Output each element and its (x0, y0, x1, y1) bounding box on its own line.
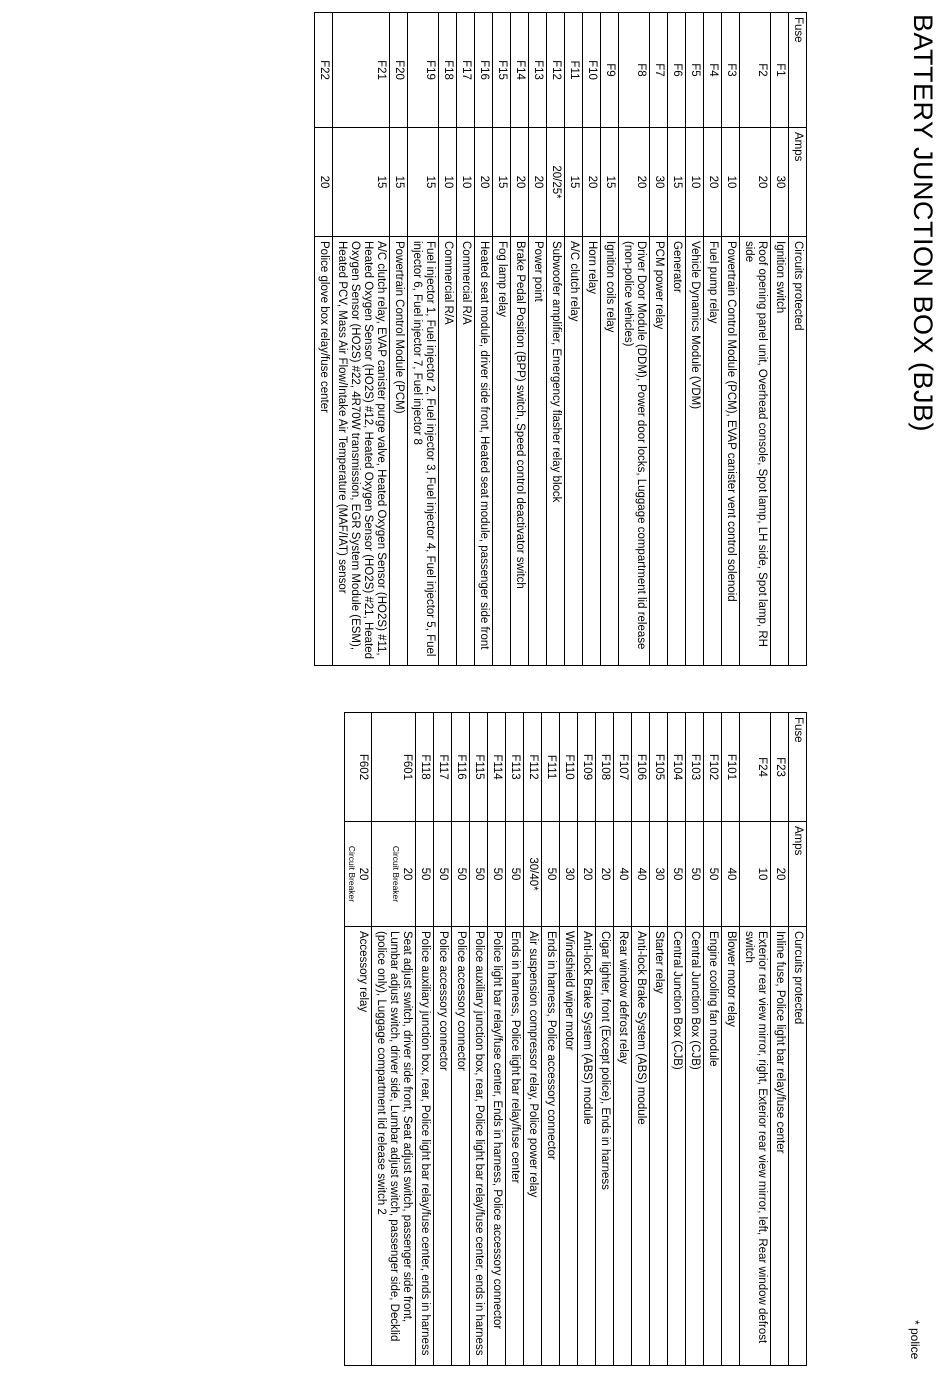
amps-value: 50 (419, 867, 431, 881)
table-row (390, 13, 408, 666)
table-row (686, 713, 704, 1366)
amps-cell (529, 128, 547, 237)
table-row (506, 713, 524, 1366)
circuits-cell: Rear window defrost relay (614, 927, 632, 1366)
table-row (452, 713, 470, 1366)
circuits-cell: Seat adjust switch, driver side front, Seat adjust switch, passenger side front, Lumbar adjust switch, driver side, Lumbar adjust switch, passenger side, Decklid (police only), Luggage compartment lid release switch 2 (372, 927, 416, 1366)
amps-value: 10 (442, 175, 454, 189)
amps-value: 15 (424, 175, 436, 189)
amps-cell (416, 822, 434, 927)
table-row (547, 13, 565, 666)
amps-cell (434, 822, 452, 927)
fuse-cell: F13 (529, 13, 547, 128)
fuse-cell: F11 (565, 13, 583, 128)
fuse-cell: F102 (704, 713, 722, 822)
amps-value: 50 (473, 867, 485, 881)
circuits-cell: Fuel pump relay (704, 237, 722, 666)
table-row (511, 13, 529, 666)
amps-cell (408, 128, 439, 237)
circuits-cell: Power point (529, 237, 547, 666)
amps-cell (372, 822, 416, 927)
fuse-cell: F17 (457, 13, 475, 128)
amps-value: 50 (671, 867, 683, 881)
circuits-cell: Fuel injector 1, Fuel injector 2, Fuel injector 3, Fuel injector 4, Fuel injector 5, Fuel injector 6, Fuel injector 7, Fuel injector 8 (408, 237, 439, 666)
amps-value: 15 (375, 175, 387, 189)
fuse-cell: F24 (740, 713, 771, 822)
circuits-cell: Commercial R/A (457, 237, 475, 666)
amps-value: 20 (599, 867, 611, 881)
amps-cell (493, 128, 511, 237)
header-fuse: Fuse (789, 13, 807, 128)
amps-cell (524, 822, 542, 927)
amps-cell (704, 822, 722, 927)
amps-cell (668, 128, 686, 237)
circuits-cell: Police accessory connector (434, 927, 452, 1366)
amps-value: 20 (318, 175, 330, 189)
fuse-cell: F8 (619, 13, 650, 128)
fuse-cell: F10 (583, 13, 601, 128)
fuse-cell: F104 (668, 713, 686, 822)
amps-value: 30 (774, 175, 786, 189)
table-row (668, 713, 686, 1366)
page-title: BATTERY JUNCTION BOX (BJB) (908, 14, 938, 433)
circuits-cell: Fog lamp relay (493, 237, 511, 666)
amps-value: 40 (635, 867, 647, 881)
circuits-cell: Engine cooling fan module (704, 927, 722, 1366)
fuse-cell: F20 (390, 13, 408, 128)
amps-cell (614, 822, 632, 927)
circuits-cell: Ignition coils relay (601, 237, 619, 666)
table-row (475, 13, 493, 666)
table-row (542, 713, 560, 1366)
amps-cell (542, 822, 560, 927)
amps-value: 50 (707, 867, 719, 881)
circuits-cell: Heated seat module, driver side front, Heated seat module, passenger side front (475, 237, 493, 666)
amps-value: 30 (653, 175, 665, 189)
circuits-cell: Horn relay (583, 237, 601, 666)
circuit-breaker-note: Circuit Breaker (391, 845, 401, 903)
amps-value: 40 (725, 867, 737, 881)
circuits-cell: Driver Door Module (DDM), Power door locks, Luggage compartment lid release (non-police vehicles) (619, 237, 650, 666)
amps-cell (547, 128, 565, 237)
table-row (457, 13, 475, 666)
fuse-cell: F12 (547, 13, 565, 128)
amps-cell (583, 128, 601, 237)
amps-cell (686, 822, 704, 927)
fuse-cell: F110 (560, 713, 578, 822)
amps-value: 20 (586, 175, 598, 189)
amps-cell (722, 822, 740, 927)
amps-cell (632, 822, 650, 927)
amps-value: 10 (460, 175, 472, 189)
fuse-cell: F115 (470, 713, 488, 822)
amps-value: 20 (514, 175, 526, 189)
amps-value: 20 (357, 867, 369, 881)
fuse-cell: F105 (650, 713, 668, 822)
amps-cell (650, 822, 668, 927)
table-row (704, 713, 722, 1366)
circuits-cell: Police glove box relay/fuse center (315, 237, 333, 666)
fuse-cell: F106 (632, 713, 650, 822)
fuse-cell: F21 (333, 13, 390, 128)
table-row (632, 713, 650, 1366)
circuits-cell: Anti-lock Brake System (ABS) module (632, 927, 650, 1366)
fuse-table-1 (314, 12, 807, 666)
circuits-cell: Police accessory connector (452, 927, 470, 1366)
amps-cell (345, 822, 372, 927)
table-row (583, 13, 601, 666)
amps-cell (771, 128, 789, 237)
table-row (722, 13, 740, 666)
amps-cell (475, 128, 493, 237)
amps-cell (596, 822, 614, 927)
amps-value: 15 (604, 175, 616, 189)
amps-cell (560, 822, 578, 927)
fuse-cell: F5 (686, 13, 704, 128)
circuits-cell: Exterior rear view mirror, right, Exterior rear view mirror, left, Rear window defrost switch (740, 927, 771, 1366)
header-amps: Amps (789, 822, 807, 927)
fuse-cell: F4 (704, 13, 722, 128)
amps-value: 30/40* (527, 857, 539, 891)
circuits-cell: Police auxiliary junction box, rear, Police light bar relay/fuse center, ends in harness (416, 927, 434, 1366)
circuits-cell: PCM power relay (650, 237, 668, 666)
table-row (771, 13, 789, 666)
amps-value: 50 (509, 867, 521, 881)
amps-value: 30 (653, 867, 665, 881)
fuse-cell: F18 (439, 13, 457, 128)
table-row (722, 713, 740, 1366)
circuits-cell: A/C clutch relay (565, 237, 583, 666)
circuits-cell: Vehicle Dynamics Module (VDM) (686, 237, 704, 666)
amps-value: 20 (635, 175, 647, 189)
fuse-cell: F107 (614, 713, 632, 822)
amps-value: 20 (707, 175, 719, 189)
amps-cell (704, 128, 722, 237)
table-row (740, 13, 771, 666)
amps-cell (650, 128, 668, 237)
amps-value: 20 (774, 867, 786, 881)
fuse-cell: F114 (488, 713, 506, 822)
table-row (493, 13, 511, 666)
circuits-cell: Air suspension compressor relay, Police power relay (524, 927, 542, 1366)
amps-cell (439, 128, 457, 237)
table-row (372, 713, 416, 1366)
table-row (488, 713, 506, 1366)
table-row (650, 13, 668, 666)
fuse-cell: F108 (596, 713, 614, 822)
table-row (333, 13, 390, 666)
table-row (560, 713, 578, 1366)
amps-cell (619, 128, 650, 237)
circuits-cell: Brake Pedal Position (BPP) switch, Speed control deactivator switch (511, 237, 529, 666)
circuits-cell: Police light bar relay/fuse center, Ends in harness, Police accessory connector (488, 927, 506, 1366)
table-row (434, 713, 452, 1366)
amps-cell (390, 128, 408, 237)
fuse-cell: F116 (452, 713, 470, 822)
table-row (668, 13, 686, 666)
amps-value: 10 (725, 175, 737, 189)
circuit-breaker-note: Circuit Breaker (347, 845, 357, 903)
table-row (650, 713, 668, 1366)
header-fuse: Fuse (789, 713, 807, 822)
amps-cell (506, 822, 524, 927)
amps-value: 50 (491, 867, 503, 881)
fuse-cell: F15 (493, 13, 511, 128)
amps-value: 50 (455, 867, 467, 881)
amps-value: 50 (437, 867, 449, 881)
amps-value: 20 (401, 867, 413, 881)
fuse-cell: F19 (408, 13, 439, 128)
circuits-cell: Subwoofer amplifier, Emergency flasher relay block (547, 237, 565, 666)
amps-cell (740, 128, 771, 237)
header-amps: Amps (789, 128, 807, 237)
fuse-cell: F103 (686, 713, 704, 822)
amps-cell (722, 128, 740, 237)
amps-cell (601, 128, 619, 237)
fuse-cell: F101 (722, 713, 740, 822)
fuse-cell: F118 (416, 713, 434, 822)
fuse-cell: F7 (650, 13, 668, 128)
circuits-cell: Anti-lock Brake System (ABS) module (578, 927, 596, 1366)
table-row (470, 713, 488, 1366)
circuits-cell: Powertrain Control Module (PCM) (390, 237, 408, 666)
table-row (596, 713, 614, 1366)
table-row (686, 13, 704, 666)
fuse-cell: F112 (524, 713, 542, 822)
table-row (740, 713, 771, 1366)
fuse-cell: F3 (722, 13, 740, 128)
amps-value: 15 (496, 175, 508, 189)
circuits-cell: Central Junction Box (CJB) (686, 927, 704, 1366)
circuits-cell: Windshield wiper motor (560, 927, 578, 1366)
amps-value: 20 (478, 175, 490, 189)
amps-cell (315, 128, 333, 237)
fuse-cell: F601 (372, 713, 416, 822)
amps-cell (511, 128, 529, 237)
fuse-cell: F2 (740, 13, 771, 128)
amps-cell (740, 822, 771, 927)
amps-cell (578, 822, 596, 927)
amps-value: 10 (689, 175, 701, 189)
table-row (578, 713, 596, 1366)
amps-value: 20 (532, 175, 544, 189)
amps-cell (565, 128, 583, 237)
table-row (315, 13, 333, 666)
fuse-cell: F16 (475, 13, 493, 128)
circuits-cell: Blower motor relay (722, 927, 740, 1366)
circuits-cell: Starter relay (650, 927, 668, 1366)
circuits-cell: Roof opening panel unit, Overhead console, Spot lamp, LH side, Spot lamp, RH side (740, 237, 771, 666)
table-row (565, 13, 583, 666)
table-row (704, 13, 722, 666)
header-circuits: Curcuits protected (789, 927, 807, 1366)
amps-value: 15 (671, 175, 683, 189)
circuits-cell: Generator (668, 237, 686, 666)
circuits-cell: Central Junction Box (CJB) (668, 927, 686, 1366)
fuse-cell: F113 (506, 713, 524, 822)
amps-value: 20 (581, 867, 593, 881)
fuse-cell: F22 (315, 13, 333, 128)
amps-cell (457, 128, 475, 237)
fuse-cell: F117 (434, 713, 452, 822)
table-header-row (789, 13, 807, 666)
table-row (524, 713, 542, 1366)
amps-cell (771, 822, 789, 927)
table-row (408, 13, 439, 666)
table-row (614, 713, 632, 1366)
circuits-cell: Powertrain Control Module (PCM), EVAP canister vent control solenoid (722, 237, 740, 666)
fuse-table-2 (344, 712, 807, 1366)
amps-cell (333, 128, 390, 237)
fuse-cell: F1 (771, 13, 789, 128)
fuse-cell: F109 (578, 713, 596, 822)
circuits-cell: Inline fuse, Police light bar relay/fuse center (771, 927, 789, 1366)
table-header-row (789, 713, 807, 1366)
table-row (529, 13, 547, 666)
amps-value: 20 (756, 175, 768, 189)
fuse-cell: F602 (345, 713, 372, 822)
circuits-cell: A/C clutch relay, EVAP canister purge valve, Heated Oxygen Sensor (HO2S) #11, Heated Oxygen Sensor (HO2S) #12, Heated Oxygen Sensor (HO2S) #21, Heated Oxygen Sensor (HO2S) #22, 4R70W transmission, EGR System Module (ESM), Heated PCV, Mass Air Flow/Intake Air Temperature (MAF/IAT) sensor (333, 237, 390, 666)
table-row (345, 713, 372, 1366)
police-footnote: * police (908, 1320, 922, 1360)
amps-value: 15 (393, 175, 405, 189)
amps-cell (470, 822, 488, 927)
circuits-cell: Cigar lighter, front (Except police), Ends in harness (596, 927, 614, 1366)
table-row (771, 713, 789, 1366)
amps-value: 50 (545, 867, 557, 881)
amps-value: 40 (617, 867, 629, 881)
amps-cell (488, 822, 506, 927)
circuits-cell: Ends in harness, Police light bar relay/fuse center (506, 927, 524, 1366)
table-row (619, 13, 650, 666)
amps-value: 30 (563, 867, 575, 881)
amps-value: 10 (756, 867, 768, 881)
table-row (416, 713, 434, 1366)
fuse-cell: F23 (771, 713, 789, 822)
fuse-cell: F111 (542, 713, 560, 822)
amps-value: 20/25* (550, 165, 562, 199)
amps-cell (452, 822, 470, 927)
circuits-cell: Ends in harness, Police accessory connector (542, 927, 560, 1366)
fuse-cell: F9 (601, 13, 619, 128)
amps-cell (668, 822, 686, 927)
amps-value: 50 (689, 867, 701, 881)
fuse-cell: F6 (668, 13, 686, 128)
circuits-cell: Accessory relay (345, 927, 372, 1366)
table-row (439, 13, 457, 666)
fuse-cell: F14 (511, 13, 529, 128)
amps-cell (686, 128, 704, 237)
circuits-cell: Ignition switch (771, 237, 789, 666)
circuits-cell: Police auxiliary junction box, rear, Police light bar relay/fuse center, ends in harness (470, 927, 488, 1366)
amps-value: 15 (568, 175, 580, 189)
circuits-cell: Commercial R/A (439, 237, 457, 666)
table-row (601, 13, 619, 666)
header-circuits: Circuits protected (789, 237, 807, 666)
